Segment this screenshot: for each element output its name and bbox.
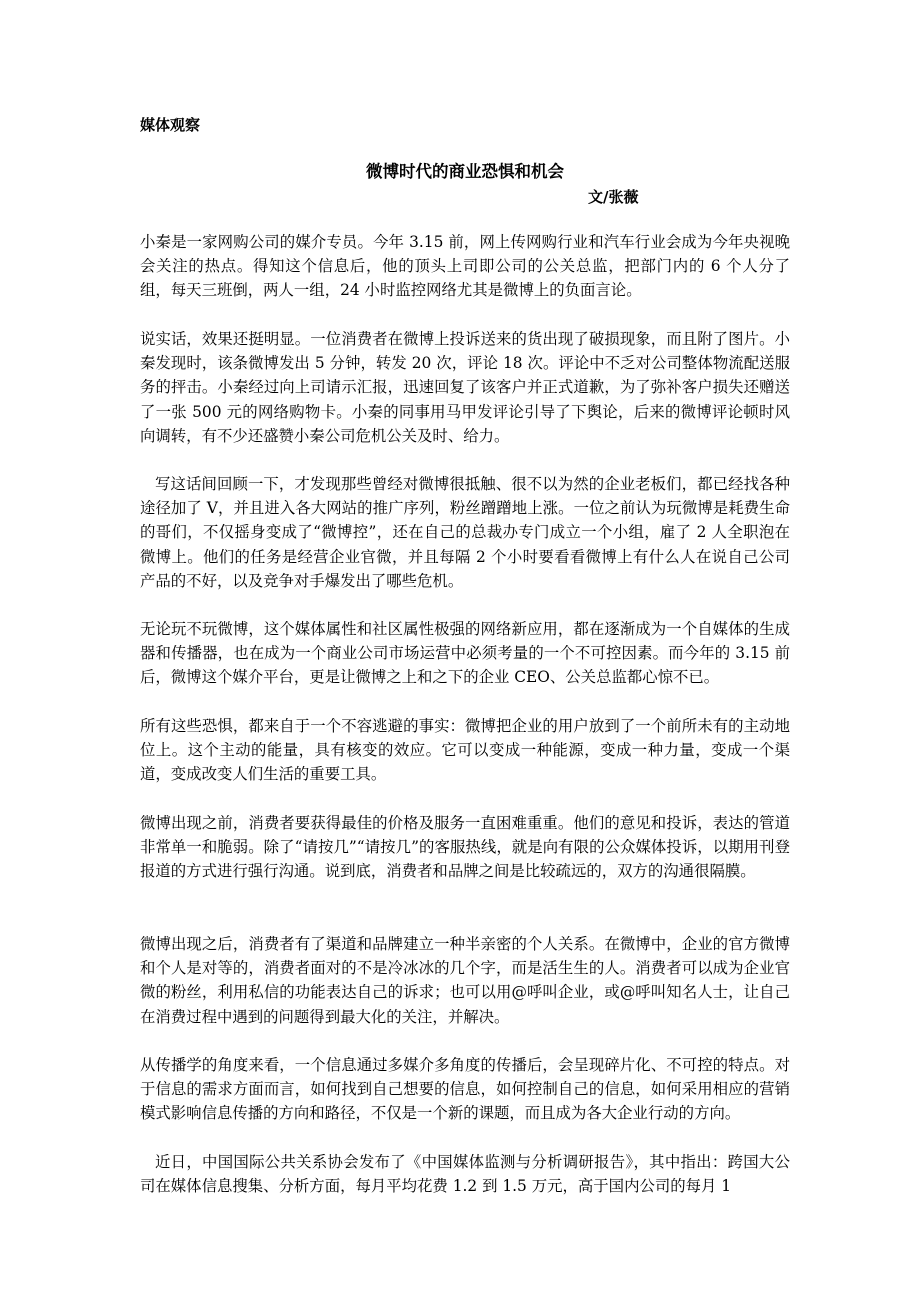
paragraph-9: 近日，中国国际公共关系协会发布了《中国媒体监测与分析调研报告》，其中指出：跨国大公司在媒体信息搜集、分析方面，每月平均花费 1.2 到 1.5 万元，高于国内公司的每月 1 [140,1153,790,1196]
paragraph-5: 所有这些恐惧，都来自于一个不容逃避的事实：微博把企业的用户放到了一个前所未有的主动地位上。这个主动的能量，具有核变的效应。它可以变成一种能源，变成一种力量，变成一个渠道，变成改变人们生活的重要工具。 [140,717,790,784]
paragraph-2: 说实话，效果还挺明显。一位消费者在微博上投诉送来的货出现了破损现象，而且附了图片。小秦发现时，该条微博发出 5 分钟，转发 20 次，评论 18 次。评论中不乏对公司整体物流配送服务的抨击。小秦经过向上司请示汇报，迅速回复了该客户并正式道歉，为了弥补客户损失还赠送了一张 500 元的网络购物卡。小秦的同事用马甲发评论引导了下舆论，后来的微博评论顿时风向调转，有不少还盛赞小秦公司危机公关及时、给力。 [140,330,790,445]
section-label: 媒体观察 [140,116,201,134]
article-title: 微博时代的商业恐惧和机会 [366,162,564,181]
paragraph-8: 从传播学的角度来看，一个信息通过多媒介多角度的传播后，会呈现碎片化、不可控的特点。对于信息的需求方面而言，如何找到自己想要的信息，如何控制自己的信息，如何采用相应的营销模式影响信息传播的方向和路径，不仅是一个新的课题，而且成为各大企业行动的方向。 [140,1056,790,1123]
paragraph-3: 写这话间回顾一下，才发现那些曾经对微博很抵触、很不以为然的企业老板们，都已经找各种途径加了 V，并且进入各大网站的推广序列，粉丝蹭蹭地上涨。一位之前认为玩微博是耗费生命的哥们，不仅摇身变成了“微博控”，还在自己的总裁办专门成立一个小组，雇了 2 人全职泡在微博上。他们的任务是经营企业官微，并且每隔 2 个小时要看看微博上有什么人在说自己公司产品的不好，以及竞争对手爆发出了哪些危机。 [140,475,790,590]
paragraph-7: 微博出现之后，消费者有了渠道和品牌建立一种半亲密的个人关系。在微博中，企业的官方微博和个人是对等的，消费者面对的不是冷冰冰的几个字，而是活生生的人。消费者可以成为企业官微的粉丝，利用私信的功能表达自己的诉求；也可以用@呼叫企业，或@呼叫知名人士，让自己在消费过程中遇到的问题得到最大化的关注，并解决。 [140,935,790,1026]
paragraph-6: 微博出现之前，消费者要获得最佳的价格及服务一直困难重重。他们的意见和投诉，表达的管道非常单一和脆弱。除了“请按几”“请按几”的客服热线，就是向有限的公众媒体投诉，以期用刊登报道的方式进行强行沟通。说到底，消费者和品牌之间是比较疏远的，双方的沟通很隔膜。 [140,814,790,881]
paragraph-4: 无论玩不玩微博，这个媒体属性和社区属性极强的网络新应用，都在逐渐成为一个自媒体的生成器和传播器，也在成为一个商业公司市场运营中必须考量的一个不可控因素。而今年的 3.15 前后，微博这个媒介平台，更是让微博之上和之下的企业 CEO、公关总监都心惊不已。 [140,620,790,687]
paragraph-1: 小秦是一家网购公司的媒介专员。今年 3.15 前，网上传网购行业和汽车行业会成为今年央视晚会关注的热点。得知这个信息后，他的顶头上司即公司的公关总监，把部门内的 6 个人分了组，每天三班倒，两人一组，24 小时监控网络尤其是微博上的负面言论。 [140,233,790,300]
author-byline: 文/张薇 [588,188,639,206]
